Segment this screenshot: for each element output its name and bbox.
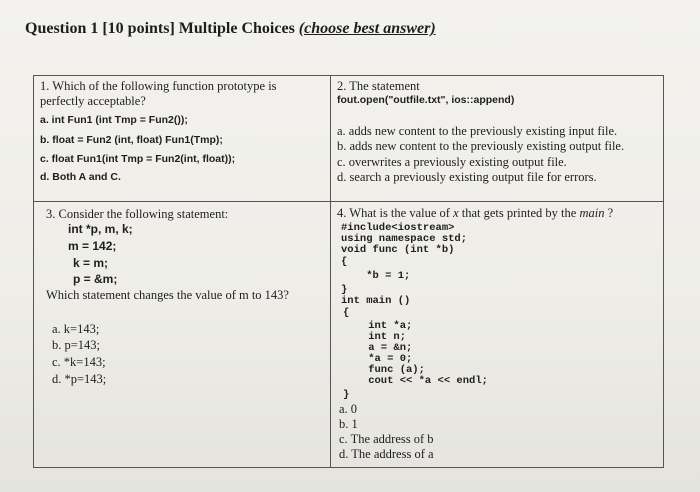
q1-option-c[interactable]: c. float Fun1(int Tmp = Fun2(int, float));	[40, 153, 236, 165]
q4-code-line: func (a);	[343, 364, 425, 376]
q2-option-b[interactable]: b. adds new content to the previously existing output file.	[337, 139, 625, 153]
q3-option-c[interactable]: c. *k=143;	[52, 355, 106, 369]
q2-stem: 2. The statement	[337, 79, 420, 93]
q4-option-b[interactable]: b. 1	[339, 417, 358, 431]
q4-option-d[interactable]: d. The address of a	[339, 447, 434, 461]
q4-code-line: *b = 1;	[341, 270, 411, 282]
q4-code-line: }	[343, 389, 350, 401]
q4-stem-main: main	[579, 206, 605, 220]
q3-code-line1: int *p, m, k;	[68, 222, 133, 236]
q2-option-d[interactable]: d. search a previously existing output file for errors.	[337, 170, 597, 184]
q4-code-line: a = &n;	[343, 342, 413, 354]
q4-code-line: int *a;	[343, 320, 413, 332]
q1-stem-line1: 1. Which of the following function prototype is	[40, 79, 277, 93]
q4-code-line: #include<iostream>	[341, 222, 455, 234]
q3-code-line4: p = &m;	[73, 272, 118, 286]
q4-code-line: using namespace std;	[341, 233, 468, 245]
q2-option-a[interactable]: a. adds new content to the previously existing input file.	[337, 124, 618, 138]
title-text: Question 1 [10 points] Multiple Choices	[25, 20, 299, 37]
q2-code: fout.open("outfile.txt", ios::append)	[337, 94, 515, 106]
q3-question: Which statement changes the value of m to 143?	[46, 288, 289, 302]
q3-option-d[interactable]: d. *p=143;	[52, 372, 107, 386]
q4-code-line: {	[341, 256, 348, 268]
page-title	[25, 20, 436, 38]
q3-code-line3: k = m;	[73, 256, 109, 270]
q4-code-line: {	[343, 307, 350, 319]
q4-code-line: int main ()	[341, 295, 411, 307]
q3-option-a[interactable]: a. k=143;	[52, 322, 100, 336]
q3-stem: 3. Consider the following statement:	[46, 207, 229, 221]
q4-stem-end: ?	[604, 206, 614, 220]
q4-stem-part2: that gets printed by the	[458, 206, 580, 220]
q4-code-line: *a = 0;	[343, 353, 413, 365]
q4-code-line: cout << *a << endl;	[343, 375, 488, 387]
table-vertical-divider	[330, 75, 331, 468]
q2-option-c[interactable]: c. overwrites a previously existing output file.	[337, 155, 567, 169]
q1-stem-line2: perfectly acceptable?	[40, 94, 146, 108]
q4-stem-part1: 4. What is the value of	[337, 206, 454, 220]
q4-code-line: int n;	[343, 331, 407, 343]
q1-option-b[interactable]: b. float = Fun2 (int, float) Fun1(Tmp);	[40, 134, 223, 146]
title-instruction: (choose best answer)	[298, 20, 436, 37]
q4-option-a[interactable]: a. 0	[339, 402, 358, 416]
q1-option-d[interactable]: d. Both A and C.	[40, 171, 121, 183]
q3-option-b[interactable]: b. p=143;	[52, 338, 101, 352]
q3-code-line2: m = 142;	[68, 239, 117, 253]
table-horizontal-divider	[33, 201, 664, 202]
q4-code-line: }	[341, 284, 348, 296]
q4-stem-variable: x	[453, 206, 459, 220]
q1-option-a[interactable]: a. int Fun1 (int Tmp = Fun2());	[40, 114, 188, 126]
q4-code-line: void func (int *b)	[341, 244, 455, 256]
q4-option-c[interactable]: c. The address of b	[339, 432, 434, 446]
q4-stem	[337, 206, 613, 221]
